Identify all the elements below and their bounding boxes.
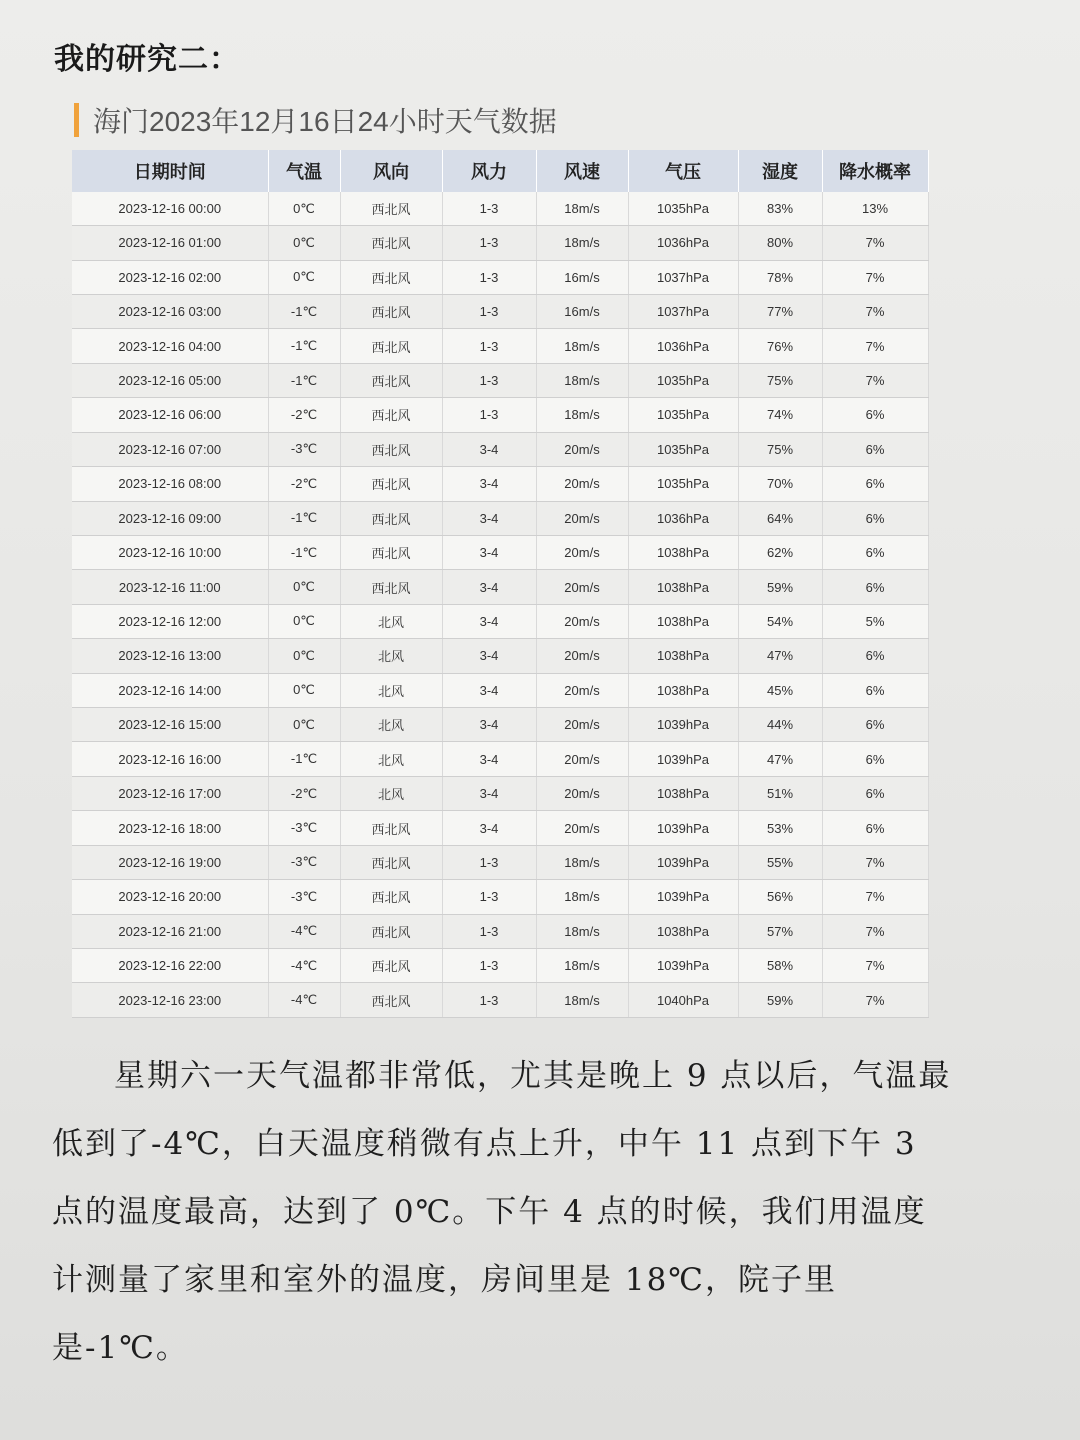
cell-wind-speed: 18m/s <box>536 329 628 363</box>
cell-precipitation: 6% <box>822 467 928 501</box>
cell-pressure: 1037hPa <box>628 294 738 328</box>
cell-wind-speed: 18m/s <box>536 914 628 948</box>
cell-temperature: -1℃ <box>268 501 340 535</box>
table-row <box>72 914 928 948</box>
cell-humidity: 62% <box>738 535 822 569</box>
table-row <box>72 329 928 363</box>
cell-humidity: 75% <box>738 363 822 397</box>
cell-pressure: 1035hPa <box>628 363 738 397</box>
cell-humidity: 54% <box>738 604 822 638</box>
cell-humidity: 75% <box>738 432 822 466</box>
table-row <box>72 811 928 845</box>
cell-humidity: 77% <box>738 294 822 328</box>
cell-wind-force: 3-4 <box>442 708 536 742</box>
cell-humidity: 64% <box>738 501 822 535</box>
cell-temperature: -1℃ <box>268 742 340 776</box>
cell-wind-direction: 西北风 <box>340 260 442 294</box>
header-datetime: 日期时间 <box>72 150 268 192</box>
cell-pressure: 1039hPa <box>628 880 738 914</box>
cell-wind-force: 1-3 <box>442 398 536 432</box>
table-row <box>72 260 928 294</box>
cell-temperature: 0℃ <box>268 192 340 226</box>
cell-datetime: 2023-12-16 09:00 <box>72 501 268 535</box>
cell-humidity: 83% <box>738 192 822 226</box>
table-row <box>72 845 928 879</box>
cell-temperature: -1℃ <box>268 535 340 569</box>
cell-humidity: 51% <box>738 776 822 810</box>
cell-precipitation: 6% <box>822 535 928 569</box>
cell-humidity: 59% <box>738 570 822 604</box>
cell-humidity: 47% <box>738 742 822 776</box>
cell-humidity: 47% <box>738 639 822 673</box>
cell-wind-force: 1-3 <box>442 363 536 397</box>
cell-datetime: 2023-12-16 21:00 <box>72 914 268 948</box>
cell-precipitation: 6% <box>822 570 928 604</box>
cell-humidity: 80% <box>738 226 822 260</box>
cell-temperature: -2℃ <box>268 467 340 501</box>
cell-pressure: 1039hPa <box>628 949 738 983</box>
table-row <box>72 604 928 638</box>
cell-datetime: 2023-12-16 17:00 <box>72 776 268 810</box>
cell-wind-direction: 西北风 <box>340 845 442 879</box>
cell-wind-speed: 16m/s <box>536 260 628 294</box>
cell-temperature: -4℃ <box>268 949 340 983</box>
cell-precipitation: 7% <box>822 363 928 397</box>
cell-datetime: 2023-12-16 06:00 <box>72 398 268 432</box>
cell-humidity: 56% <box>738 880 822 914</box>
cell-temperature: 0℃ <box>268 639 340 673</box>
cell-pressure: 1038hPa <box>628 535 738 569</box>
cell-wind-force: 3-4 <box>442 811 536 845</box>
cell-temperature: 0℃ <box>268 226 340 260</box>
cell-precipitation: 6% <box>822 432 928 466</box>
cell-wind-force: 3-4 <box>442 432 536 466</box>
cell-pressure: 1035hPa <box>628 398 738 432</box>
table-caption <box>74 100 557 140</box>
cell-pressure: 1038hPa <box>628 604 738 638</box>
cell-temperature: -1℃ <box>268 294 340 328</box>
cell-precipitation: 7% <box>822 329 928 363</box>
header-pressure: 气压 <box>628 150 738 192</box>
cell-pressure: 1038hPa <box>628 914 738 948</box>
cell-wind-force: 3-4 <box>442 776 536 810</box>
cell-wind-speed: 20m/s <box>536 501 628 535</box>
cell-wind-speed: 18m/s <box>536 226 628 260</box>
cell-temperature: 0℃ <box>268 260 340 294</box>
cell-datetime: 2023-12-16 08:00 <box>72 467 268 501</box>
table-row <box>72 363 928 397</box>
cell-wind-force: 3-4 <box>442 673 536 707</box>
table-row <box>72 639 928 673</box>
cell-pressure: 1038hPa <box>628 570 738 604</box>
cell-precipitation: 5% <box>822 604 928 638</box>
table-row <box>72 742 928 776</box>
cell-wind-force: 1-3 <box>442 260 536 294</box>
cell-precipitation: 7% <box>822 226 928 260</box>
cell-wind-speed: 20m/s <box>536 467 628 501</box>
cell-wind-direction: 西北风 <box>340 363 442 397</box>
cell-wind-speed: 20m/s <box>536 535 628 569</box>
cell-wind-speed: 20m/s <box>536 432 628 466</box>
cell-wind-force: 3-4 <box>442 501 536 535</box>
cell-datetime: 2023-12-16 15:00 <box>72 708 268 742</box>
header-wind-force: 风力 <box>442 150 536 192</box>
cell-humidity: 76% <box>738 329 822 363</box>
cell-datetime: 2023-12-16 14:00 <box>72 673 268 707</box>
table-row <box>72 776 928 810</box>
header-temperature: 气温 <box>268 150 340 192</box>
cell-datetime: 2023-12-16 11:00 <box>72 570 268 604</box>
cell-wind-direction: 西北风 <box>340 329 442 363</box>
cell-datetime: 2023-12-16 04:00 <box>72 329 268 363</box>
cell-datetime: 2023-12-16 05:00 <box>72 363 268 397</box>
cell-pressure: 1039hPa <box>628 708 738 742</box>
cell-wind-direction: 北风 <box>340 742 442 776</box>
cell-datetime: 2023-12-16 12:00 <box>72 604 268 638</box>
cell-datetime: 2023-12-16 13:00 <box>72 639 268 673</box>
cell-wind-direction: 西北风 <box>340 983 442 1018</box>
cell-humidity: 55% <box>738 845 822 879</box>
paragraph-text: 星期六一天气温都非常低，尤其是晚上 9 点以后，气温最低到了-4℃，白天温度稍微有点上升，中午 11 点到下午 3 点的温度最高，达到了 0℃。下午 4 点的时候，我们用温度计测量了家里和室外的温度，房间里是 18℃，院子里是-1℃。 <box>52 1058 952 1366</box>
cell-wind-speed: 20m/s <box>536 776 628 810</box>
header-humidity: 湿度 <box>738 150 822 192</box>
cell-precipitation: 7% <box>822 845 928 879</box>
cell-pressure: 1037hPa <box>628 260 738 294</box>
cell-pressure: 1039hPa <box>628 811 738 845</box>
cell-precipitation: 6% <box>822 708 928 742</box>
cell-temperature: -1℃ <box>268 363 340 397</box>
cell-wind-speed: 20m/s <box>536 639 628 673</box>
cell-precipitation: 6% <box>822 742 928 776</box>
cell-temperature: -4℃ <box>268 914 340 948</box>
cell-pressure: 1040hPa <box>628 983 738 1018</box>
cell-pressure: 1035hPa <box>628 432 738 466</box>
cell-wind-speed: 18m/s <box>536 949 628 983</box>
table-row <box>72 880 928 914</box>
cell-wind-speed: 20m/s <box>536 673 628 707</box>
cell-wind-force: 1-3 <box>442 880 536 914</box>
cell-pressure: 1039hPa <box>628 742 738 776</box>
cell-pressure: 1036hPa <box>628 329 738 363</box>
table-header-row <box>72 150 928 192</box>
cell-datetime: 2023-12-16 03:00 <box>72 294 268 328</box>
cell-wind-direction: 北风 <box>340 604 442 638</box>
cell-wind-force: 1-3 <box>442 329 536 363</box>
cell-wind-force: 3-4 <box>442 467 536 501</box>
header-precipitation: 降水概率 <box>822 150 928 192</box>
cell-datetime: 2023-12-16 22:00 <box>72 949 268 983</box>
cell-wind-force: 1-3 <box>442 226 536 260</box>
cell-wind-speed: 20m/s <box>536 604 628 638</box>
table-caption-text: 海门2023年12月16日24小时天气数据 <box>93 106 557 137</box>
cell-wind-direction: 西北风 <box>340 192 442 226</box>
cell-pressure: 1038hPa <box>628 639 738 673</box>
cell-pressure: 1035hPa <box>628 467 738 501</box>
cell-wind-force: 3-4 <box>442 570 536 604</box>
cell-humidity: 58% <box>738 949 822 983</box>
cell-wind-direction: 西北风 <box>340 398 442 432</box>
cell-wind-direction: 北风 <box>340 673 442 707</box>
cell-precipitation: 7% <box>822 914 928 948</box>
cell-wind-speed: 20m/s <box>536 708 628 742</box>
cell-precipitation: 7% <box>822 260 928 294</box>
cell-wind-force: 1-3 <box>442 845 536 879</box>
cell-humidity: 78% <box>738 260 822 294</box>
cell-temperature: -4℃ <box>268 983 340 1018</box>
table-body <box>72 192 928 1018</box>
cell-precipitation: 6% <box>822 639 928 673</box>
cell-datetime: 2023-12-16 18:00 <box>72 811 268 845</box>
cell-temperature: -2℃ <box>268 776 340 810</box>
cell-humidity: 74% <box>738 398 822 432</box>
cell-pressure: 1035hPa <box>628 192 738 226</box>
cell-temperature: 0℃ <box>268 570 340 604</box>
cell-humidity: 53% <box>738 811 822 845</box>
cell-datetime: 2023-12-16 20:00 <box>72 880 268 914</box>
cell-wind-force: 3-4 <box>442 604 536 638</box>
cell-humidity: 45% <box>738 673 822 707</box>
table-row <box>72 983 928 1018</box>
table-row <box>72 432 928 466</box>
cell-pressure: 1036hPa <box>628 501 738 535</box>
cell-precipitation: 6% <box>822 673 928 707</box>
cell-wind-direction: 北风 <box>340 776 442 810</box>
cell-datetime: 2023-12-16 19:00 <box>72 845 268 879</box>
cell-humidity: 59% <box>738 983 822 1018</box>
table-row <box>72 192 928 226</box>
cell-wind-speed: 18m/s <box>536 880 628 914</box>
cell-precipitation: 13% <box>822 192 928 226</box>
cell-wind-force: 1-3 <box>442 294 536 328</box>
table-row <box>72 673 928 707</box>
cell-datetime: 2023-12-16 10:00 <box>72 535 268 569</box>
cell-humidity: 57% <box>738 914 822 948</box>
cell-wind-direction: 西北风 <box>340 226 442 260</box>
cell-precipitation: 6% <box>822 811 928 845</box>
cell-datetime: 2023-12-16 00:00 <box>72 192 268 226</box>
weather-table-container <box>72 150 928 1018</box>
cell-pressure: 1038hPa <box>628 776 738 810</box>
cell-wind-direction: 西北风 <box>340 432 442 466</box>
cell-wind-force: 1-3 <box>442 983 536 1018</box>
cell-precipitation: 6% <box>822 776 928 810</box>
cell-wind-force: 3-4 <box>442 742 536 776</box>
cell-temperature: -3℃ <box>268 432 340 466</box>
cell-wind-speed: 18m/s <box>536 363 628 397</box>
cell-wind-speed: 16m/s <box>536 294 628 328</box>
cell-temperature: 0℃ <box>268 604 340 638</box>
cell-precipitation: 6% <box>822 501 928 535</box>
cell-wind-speed: 18m/s <box>536 398 628 432</box>
cell-wind-direction: 西北风 <box>340 294 442 328</box>
cell-wind-speed: 20m/s <box>536 742 628 776</box>
cell-humidity: 70% <box>738 467 822 501</box>
weather-table <box>72 150 929 1018</box>
cell-temperature: -3℃ <box>268 880 340 914</box>
cell-wind-direction: 西北风 <box>340 914 442 948</box>
cell-wind-direction: 西北风 <box>340 880 442 914</box>
cell-temperature: -3℃ <box>268 845 340 879</box>
cell-wind-speed: 18m/s <box>536 192 628 226</box>
cell-humidity: 44% <box>738 708 822 742</box>
cell-datetime: 2023-12-16 07:00 <box>72 432 268 466</box>
cell-datetime: 2023-12-16 23:00 <box>72 983 268 1018</box>
cell-wind-direction: 西北风 <box>340 467 442 501</box>
cell-wind-direction: 西北风 <box>340 501 442 535</box>
cell-datetime: 2023-12-16 02:00 <box>72 260 268 294</box>
cell-pressure: 1039hPa <box>628 845 738 879</box>
cell-wind-speed: 18m/s <box>536 983 628 1018</box>
table-row <box>72 501 928 535</box>
table-row <box>72 467 928 501</box>
cell-wind-direction: 北风 <box>340 639 442 673</box>
table-row <box>72 398 928 432</box>
table-row <box>72 708 928 742</box>
cell-wind-force: 1-3 <box>442 914 536 948</box>
cell-datetime: 2023-12-16 01:00 <box>72 226 268 260</box>
cell-wind-speed: 20m/s <box>536 570 628 604</box>
cell-wind-direction: 西北风 <box>340 535 442 569</box>
cell-datetime: 2023-12-16 16:00 <box>72 742 268 776</box>
caption-accent-bar <box>74 103 79 137</box>
cell-wind-direction: 西北风 <box>340 949 442 983</box>
cell-temperature: -3℃ <box>268 811 340 845</box>
body-paragraph <box>52 1042 952 1382</box>
cell-precipitation: 6% <box>822 398 928 432</box>
table-row <box>72 294 928 328</box>
research-heading: 我的研究二： <box>54 42 240 77</box>
cell-wind-direction: 西北风 <box>340 570 442 604</box>
cell-precipitation: 7% <box>822 949 928 983</box>
cell-pressure: 1038hPa <box>628 673 738 707</box>
cell-wind-force: 1-3 <box>442 192 536 226</box>
cell-pressure: 1036hPa <box>628 226 738 260</box>
cell-precipitation: 7% <box>822 983 928 1018</box>
table-row <box>72 535 928 569</box>
table-row <box>72 949 928 983</box>
cell-wind-force: 3-4 <box>442 639 536 673</box>
header-wind-direction: 风向 <box>340 150 442 192</box>
cell-wind-speed: 20m/s <box>536 811 628 845</box>
cell-temperature: 0℃ <box>268 673 340 707</box>
cell-precipitation: 7% <box>822 880 928 914</box>
cell-wind-speed: 18m/s <box>536 845 628 879</box>
cell-temperature: -2℃ <box>268 398 340 432</box>
cell-wind-direction: 北风 <box>340 708 442 742</box>
cell-wind-direction: 西北风 <box>340 811 442 845</box>
cell-temperature: -1℃ <box>268 329 340 363</box>
cell-precipitation: 7% <box>822 294 928 328</box>
cell-wind-force: 3-4 <box>442 535 536 569</box>
table-row <box>72 226 928 260</box>
cell-wind-force: 1-3 <box>442 949 536 983</box>
header-wind-speed: 风速 <box>536 150 628 192</box>
cell-temperature: 0℃ <box>268 708 340 742</box>
table-row <box>72 570 928 604</box>
